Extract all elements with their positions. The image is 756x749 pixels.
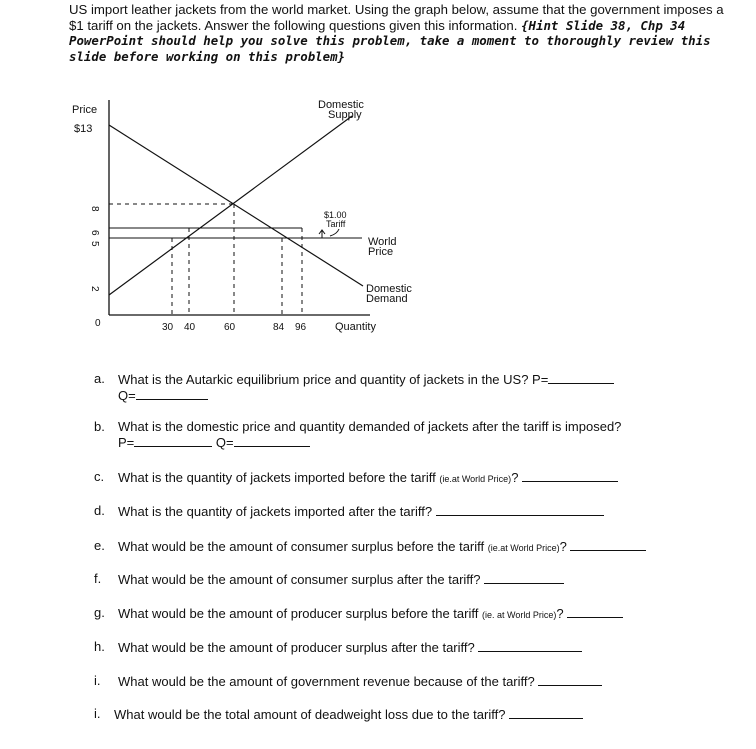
y-tick-8 [89, 206, 100, 212]
answer-blank-q[interactable] [136, 387, 208, 400]
answer-blank[interactable] [509, 706, 583, 719]
question-letter: i. [94, 706, 101, 721]
answer-blank[interactable] [436, 503, 604, 516]
x-tick-60: 60 [224, 322, 236, 333]
question-text: What would be the amount of producer surplus after the tariff? [118, 640, 475, 655]
question-q-label: Q= [215, 435, 234, 450]
supply-label-line2: Supply [328, 109, 362, 121]
intro-hint: {Hint Slide 38, Chp 34 PowerPoint should help you solve this problem, take a moment to thoroughly review this slide before working on this problem} [69, 17, 711, 64]
question-note: (ie. at World Price) [481, 610, 557, 620]
answer-blank-p[interactable] [548, 371, 614, 384]
world-price-label-2: Price [368, 246, 394, 258]
x-tick-96: 96 [295, 322, 307, 333]
svg-text:8: 8 [89, 206, 100, 212]
question-end: ? [556, 606, 564, 621]
question-text: What is the quantity of jackets imported after the tariff? [118, 504, 433, 519]
question-letter: i. [94, 673, 101, 688]
question-end: ? [559, 539, 567, 554]
svg-text:6: 6 [89, 230, 100, 236]
answer-blank[interactable] [538, 673, 602, 686]
svg-text:5: 5 [89, 241, 100, 247]
demand-label-line2: Demand [366, 293, 408, 305]
y-tick-6 [89, 230, 100, 236]
question-letter: c. [94, 469, 105, 484]
intro-text: US import leather jackets from the world market. Using the graph below, assume that the government imposes a $1 tariff on the jackets. Answer the following questions given this information. [69, 2, 724, 33]
x-tick-84: 84 [273, 322, 285, 333]
supply-demand-graph [0, 90, 460, 340]
question-text: What is the Autarkic equilibrium price and quantity of jackets in the US? P= [118, 372, 549, 387]
question-letter: b. [94, 419, 105, 434]
question-letter: g. [94, 605, 105, 620]
tariff-arrow [319, 230, 325, 238]
answer-blank-p[interactable] [134, 434, 212, 447]
answer-blank-q[interactable] [234, 434, 310, 447]
origin-label: 0 [95, 318, 101, 329]
question-letter: d. [94, 503, 105, 518]
question-letter: a. [94, 371, 105, 386]
price-13-label: $13 [74, 123, 93, 135]
question-text: What would be the amount of government revenue because of the tariff? [118, 674, 535, 689]
question-text: What would be the total amount of deadweight loss due to the tariff? [114, 707, 506, 722]
question-text: What would be the amount of producer surplus before the tariff [118, 606, 479, 621]
question-letter: e. [94, 538, 105, 553]
question-text: What is the quantity of jackets imported before the tariff [118, 470, 436, 485]
svg-text:2: 2 [89, 286, 100, 292]
answer-blank[interactable] [478, 639, 582, 652]
question-note: (ie.at World Price) [487, 543, 560, 553]
demand-label-line1: Domestic [366, 283, 412, 295]
question-letter: f. [94, 571, 102, 586]
answer-blank[interactable] [567, 605, 623, 618]
answer-blank[interactable] [570, 538, 646, 551]
question-text: What is the domestic price and quantity demanded of jackets after the tariff is imposed? [118, 419, 622, 434]
domestic-supply-curve [109, 116, 352, 295]
world-price-label-1: World [368, 236, 397, 248]
x-axis-label: Quantity [335, 321, 376, 333]
y-tick-2 [89, 286, 100, 292]
question-letter: h. [94, 639, 105, 654]
guide-lines [109, 204, 302, 315]
supply-label-line1: Domestic [318, 99, 364, 111]
tariff-label-line2: Tariff [326, 219, 346, 229]
answer-blank[interactable] [484, 571, 564, 584]
x-tick-30: 30 [162, 322, 174, 333]
question-q-label: Q= [118, 388, 136, 403]
y-axis-label: Price [72, 104, 98, 116]
x-tick-40: 40 [184, 322, 196, 333]
y-tick-5 [89, 241, 100, 247]
answer-blank[interactable] [522, 469, 618, 482]
question-end: ? [511, 470, 519, 485]
domestic-demand-curve [109, 125, 363, 286]
tariff-curve-mark [330, 229, 339, 236]
question-text: What would be the amount of consumer surplus after the tariff? [118, 572, 481, 587]
intro-paragraph [69, 2, 729, 64]
question-p-label: P= [118, 435, 135, 450]
question-text: What would be the amount of consumer surplus before the tariff [118, 539, 485, 554]
tariff-label-line1: $1.00 [324, 210, 347, 220]
question-note: (ie.at World Price) [439, 474, 512, 484]
